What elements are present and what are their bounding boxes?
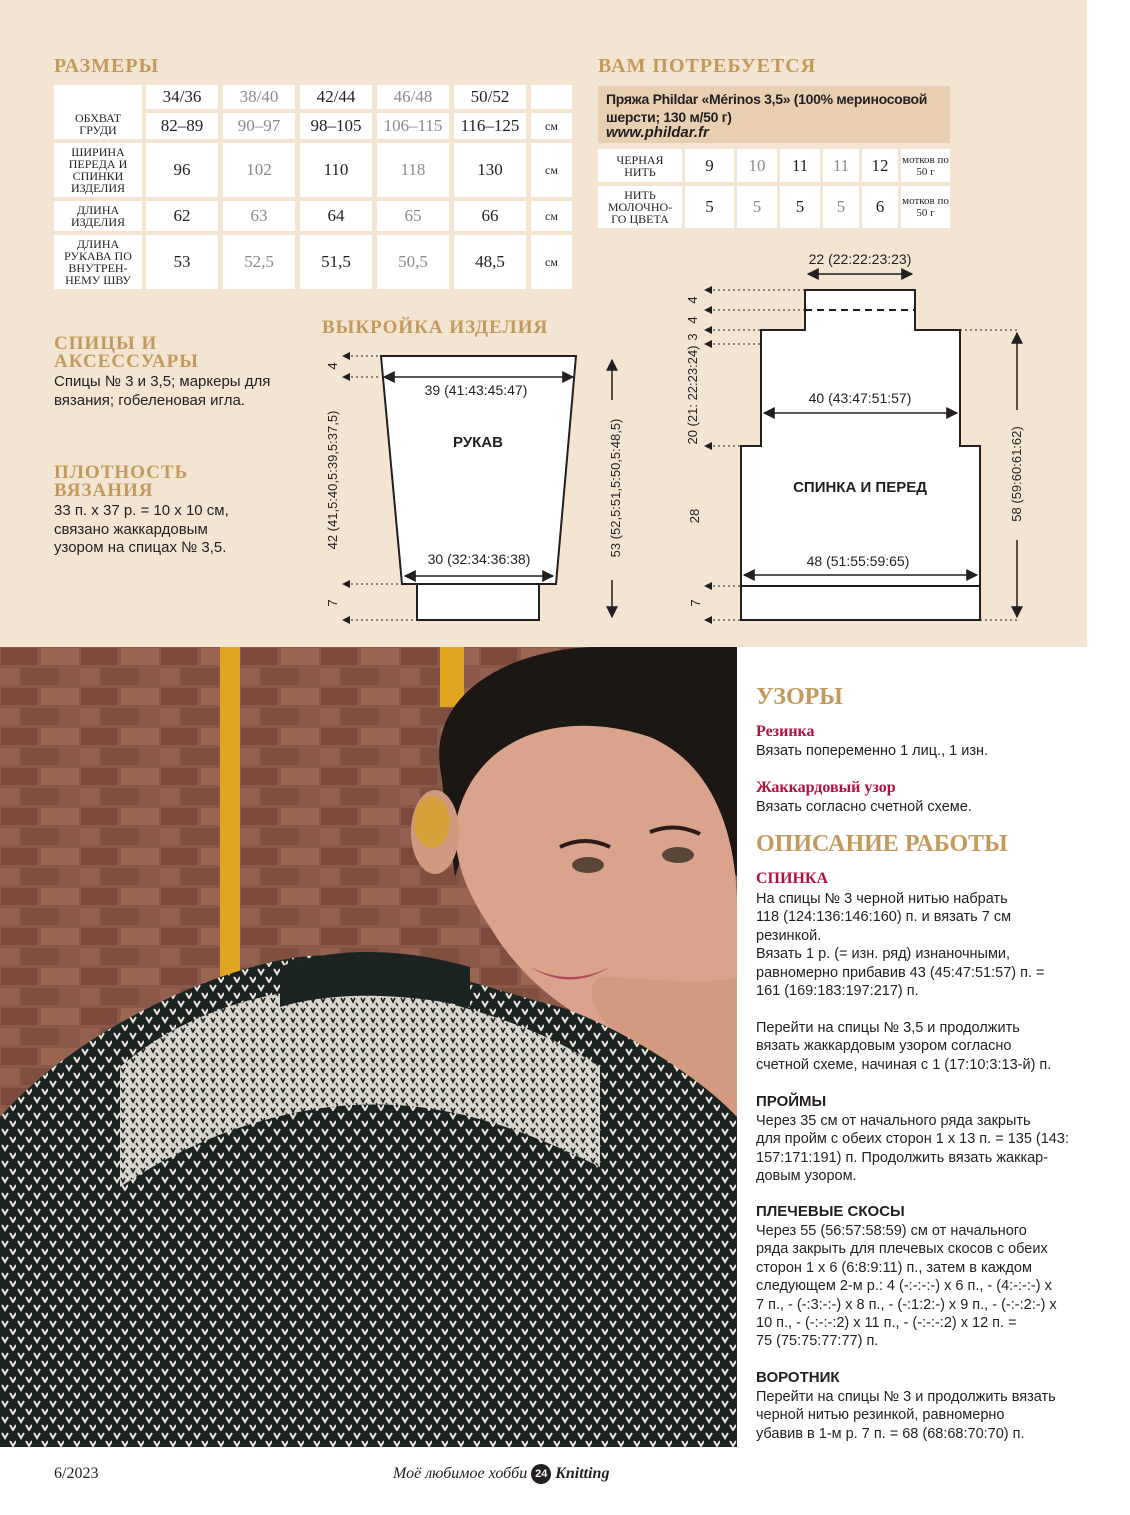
neck-height-1: 4	[685, 296, 700, 304]
length-value-3: 64	[300, 201, 372, 231]
shoulder-width: 40 (43:47:51:57)	[808, 390, 912, 406]
sleeve-bottom-width: 30 (32:34:36:38)	[427, 551, 531, 567]
yarn-label-milk: НИТЬ МОЛОЧНО- ГО ЦВЕТА	[598, 186, 682, 228]
sleeve-value-4: 50,5	[377, 235, 449, 289]
sleeve-unit: см	[531, 235, 572, 289]
needles-title: СПИЦЫ И АКСЕССУАРЫ	[54, 333, 199, 372]
back-text: На спицы № 3 черной нитью набрать 118 (124:136:146:160) п. и вязать 7 см резинкой. Вязать 1 р. (= изн. ряд) изнаночными, равномерно прибавив 43 (45:47:51:57) п. = 161 (169:183:197:217) п. Перейти на спицы № 3,5 и продолжить вязать жаккардовым узором согласно счетной схеме, начиная с 1 (17:10:3:13-й) п.	[756, 891, 1052, 1073]
row-label-length: ДЛИНА ИЗДЕЛИЯ	[54, 201, 142, 231]
milk-value-2: 5	[737, 186, 777, 228]
sleeve-value-2: 52,5	[223, 235, 295, 289]
neck-height-3: 3	[685, 333, 700, 341]
size-header-2: 38/40	[223, 85, 295, 109]
shoulders-text: Через 55 (56:57:58:59) см от начального ряда закрыть для плечевых скосов с обеих сторон 1 х 6 (6:8:9:11) п., затем в каждом следующем 2-м р.: 4 (-:-:-:-) х 6 п., - (4:-:-:-) х 7 п., - (-:3:-:-) х 8 п., - (-:1:2:-) х 9 п., - (-:-:2:-) х 10 п., - (-:-:-:2) х 11 п., - (-:-:-:2) х 12 п. = 75 (75:75:77:77) п.	[756, 1223, 1057, 1350]
body-shape	[741, 290, 980, 620]
chest-unit: см	[531, 113, 572, 139]
sleeve-body-height: 42 (41,5:40,5:39,5:37,5)	[325, 410, 340, 550]
neck-height-2: 4	[685, 316, 700, 324]
milk-value-1: 5	[685, 186, 734, 228]
milk-value-5: 6	[862, 186, 898, 228]
width-value-5: 130	[454, 143, 526, 197]
armholes-text: Через 35 см от начального ряда закрыть для пройм с обеих сторон 1 х 13 п. = 135 (143: 157:171:191) п. Продолжить вязать жаккар- довым узором.	[756, 1113, 1069, 1185]
rib-height: 7	[688, 599, 703, 607]
black-value-2: 10	[737, 149, 777, 182]
sizes-title: РАЗМЕРЫ	[54, 55, 160, 77]
length-value-1: 62	[146, 201, 218, 231]
milk-value-4: 5	[823, 186, 859, 228]
row-label-chest: ОБХВАТ ГРУДИ	[54, 85, 142, 139]
magazine-footer	[393, 1464, 609, 1484]
section-name: Knitting	[555, 1465, 610, 1482]
pattern-title: ВЫКРОЙКА ИЗДЕЛИЯ	[322, 317, 549, 338]
sleeve-total-height: 53 (52,5:51,5:50,5:48,5)	[608, 418, 623, 558]
body-name: СПИНКА И ПЕРЕД	[793, 479, 927, 496]
rib-pattern-text: Вязать попеременно 1 лиц., 1 изн.	[756, 743, 988, 759]
armholes-title: ПРОЙМЫ	[756, 1093, 827, 1110]
black-unit: мотков по 50 г	[901, 149, 950, 182]
width-value-2: 102	[223, 143, 295, 197]
black-value-4: 11	[823, 149, 859, 182]
neck-width: 22 (22:22:23:23)	[808, 251, 912, 267]
sleeve-value-3: 51,5	[300, 235, 372, 289]
work-title: ОПИСАНИЕ РАБОТЫ	[756, 831, 1008, 857]
collar-text: Перейти на спицы № 3 и продолжить вязать черной нитью резинкой, равномерно убавив в 1-м р. 7 п. = 68 (68:68:70:70) п.	[756, 1389, 1056, 1442]
sleeve-value-5: 48,5	[454, 235, 526, 289]
bottom-width: 48 (51:55:59:65)	[806, 553, 910, 569]
milk-value-3: 5	[780, 186, 820, 228]
model-photo	[0, 647, 737, 1447]
jacquard-pattern-name: Жаккардовый узор	[756, 779, 896, 796]
page-number: 24	[531, 1464, 551, 1484]
armhole-height	[685, 345, 700, 444]
model-photo-illustration	[0, 647, 737, 1447]
chest-value-2: 90–97	[223, 113, 295, 139]
gauge-title: ПЛОТНОСТЬ ВЯЗАНИЯ	[54, 462, 189, 501]
gauge-text: 33 п. х 37 р. = 10 х 10 см, связано жаккардовым узором на спицах № 3,5.	[54, 502, 229, 556]
sleeve-value-1: 53	[146, 235, 218, 289]
materials-title: ВАМ ПОТРЕБУЕТСЯ	[598, 55, 817, 77]
width-value-1: 96	[146, 143, 218, 197]
shoulders-title: ПЛЕЧЕВЫЕ СКОСЫ	[756, 1203, 905, 1220]
body-height: 28	[687, 508, 702, 524]
size-header-1: 34/36	[146, 85, 218, 109]
width-value-4: 118	[377, 143, 449, 197]
back-title: СПИНКА	[756, 870, 829, 887]
black-value-3: 11	[780, 149, 820, 182]
length-value-4: 65	[377, 201, 449, 231]
pattern-schematic	[0, 0, 1087, 647]
sleeve-name: РУКАВ	[453, 434, 503, 451]
yarn-description: Пряжа Phildar «Mérinos 3,5» (100% мериносовой шерсти; 130 м/50 г)	[606, 91, 928, 125]
size-header-4: 46/48	[377, 85, 449, 109]
sleeve-top-width: 39 (41:43:45:47)	[424, 382, 528, 398]
jacquard-pattern-text: Вязать согласно счетной схеме.	[756, 799, 972, 815]
patterns-title: УЗОРЫ	[756, 684, 843, 710]
size-header-3: 42/44	[300, 85, 372, 109]
yarn-label-black: ЧЕРНАЯ НИТЬ	[598, 149, 682, 182]
yarn-url[interactable]: www.phildar.fr	[606, 124, 709, 141]
magazine-name: Моё любимое хобби	[393, 1465, 528, 1482]
width-unit: см	[531, 143, 572, 197]
issue-number: 6/2023	[54, 1465, 99, 1482]
chest-value-3: 98–105	[300, 113, 372, 139]
length-value-5: 66	[454, 201, 526, 231]
needles-text: Спицы № 3 и 3,5; маркеры для вязания; гобеленовая игла.	[54, 373, 271, 409]
chest-value-5: 116–125	[454, 113, 526, 139]
length-unit: см	[531, 201, 572, 231]
armhole-height-text: 20 (21: 22:23:24)	[685, 345, 700, 445]
row-label-sleeve: ДЛИНА РУКАВА ПО ВНУТРЕН- НЕМУ ШВУ	[54, 235, 142, 289]
body-total-height: 58 (59:60:61:62)	[1009, 426, 1024, 522]
chest-value-4: 106–115	[377, 113, 449, 139]
length-value-2: 63	[223, 201, 295, 231]
size-header-5: 50/52	[454, 85, 526, 109]
sleeve-cuff-height: 7	[325, 599, 340, 607]
row-label-width: ШИРИНА ПЕРЕДА И СПИНКИ ИЗДЕЛИЯ	[54, 143, 142, 197]
width-value-3: 110	[300, 143, 372, 197]
rib-pattern-name: Резинка	[756, 723, 815, 740]
sleeve-cap-height: 4	[325, 362, 340, 370]
black-value-5: 12	[862, 149, 898, 182]
black-value-1: 9	[685, 149, 734, 182]
collar-title: ВОРОТНИК	[756, 1369, 840, 1386]
milk-unit: мотков по 50 г	[901, 186, 950, 228]
chest-value-1: 82–89	[146, 113, 218, 139]
